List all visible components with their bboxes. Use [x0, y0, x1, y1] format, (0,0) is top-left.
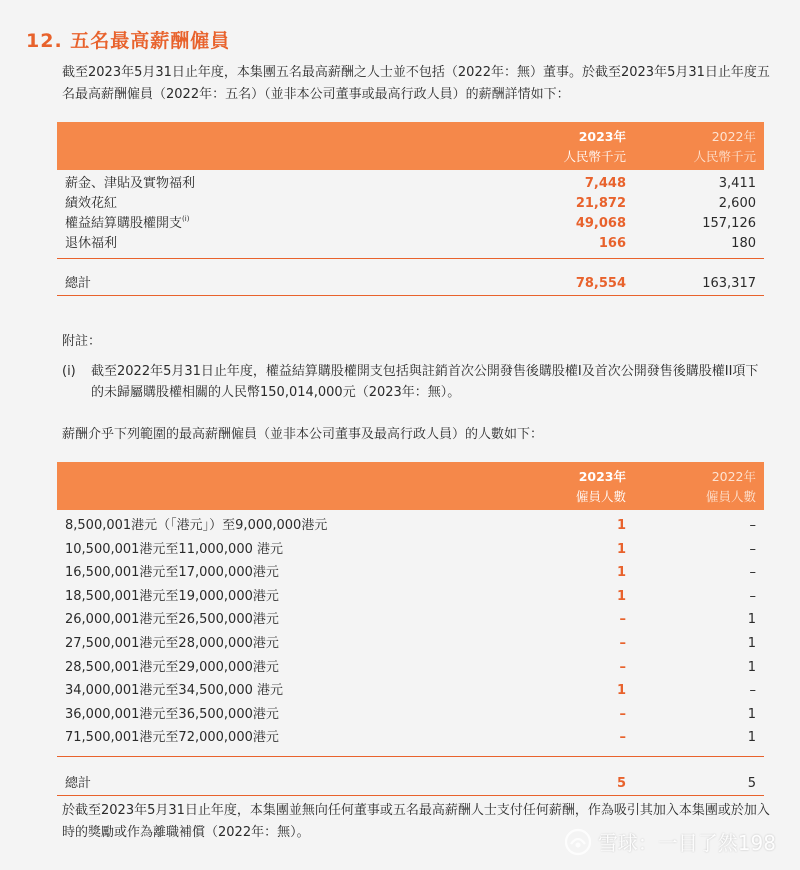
table-row — [57, 679, 764, 703]
row-current-value: 1 — [616, 518, 626, 533]
row-current-value: 1 — [616, 683, 626, 699]
row-label: 34,000,001港元至34,500,000 港元 — [65, 683, 283, 699]
row-current-value: 7,448 — [584, 176, 626, 191]
remuneration-table-header — [57, 122, 764, 170]
remuneration-table — [57, 122, 764, 296]
snowball-logo-icon — [564, 828, 592, 856]
row-prior-value: – — [749, 565, 756, 581]
header-prior-unit: 人民幣千元 — [693, 149, 756, 164]
row-prior-value: 1 — [747, 706, 756, 722]
row-current-value: – — [619, 706, 626, 722]
watermark — [564, 827, 776, 856]
row-current-value: 1 — [616, 565, 626, 581]
table-row — [57, 514, 764, 538]
footer-paragraph: 於截至2023年5月31日止年度，本集團並無向任何董事或五名最高薪酬人士支付任何薪酬，作為吸引其加入本集團或於加入時的獎勵或作為離職補償（2022年：無）。 — [62, 803, 770, 840]
header-current-unit: 僱員人數 — [575, 489, 626, 504]
employee-band-table-header — [57, 462, 764, 510]
row-prior-value: – — [749, 518, 756, 533]
table-row — [57, 234, 764, 254]
row-label: 71,500,001港元至72,000,000港元 — [65, 730, 279, 746]
row-prior-value: – — [749, 683, 756, 699]
row-label: 薪金、津貼及實物福利 — [65, 176, 196, 191]
total-row — [57, 273, 764, 295]
row-prior-value: – — [749, 541, 756, 557]
row-label: 權益結算購股權開支$^{(i)}$ — [65, 215, 190, 231]
row-prior-value: 1 — [747, 659, 756, 675]
header-prior-year: 2022年 — [711, 129, 756, 144]
table-row — [57, 726, 764, 750]
total-current-value: 5 — [616, 775, 626, 791]
header-prior-year: 2022年 — [711, 469, 756, 484]
divider — [57, 795, 764, 796]
row-label: 16,500,001港元至17,000,000港元 — [65, 565, 279, 581]
footnote-marker: (i) — [182, 215, 190, 223]
row-label: 8,500,001港元（「港元」）至9,000,000港元 — [65, 518, 328, 533]
header-prior-unit: 僱員人數 — [705, 489, 756, 504]
row-label: 26,000,001港元至26,500,000港元 — [65, 612, 279, 628]
row-label: 10,500,001港元至11,000,000 港元 — [65, 541, 283, 557]
row-label: 退休福利 — [65, 236, 118, 251]
employee-band-table — [57, 462, 764, 796]
row-label: 28,500,001港元至29,000,000港元 — [65, 659, 279, 675]
row-prior-value: 1 — [747, 635, 756, 651]
row-label: 績效花紅 — [65, 196, 118, 211]
row-current-value: – — [619, 635, 626, 651]
band-intro-paragraph: 薪酬介乎下列範圍的最高薪酬僱員（並非本公司董事及最高行政人員）的人數如下： — [62, 427, 544, 442]
row-label: 27,500,001港元至28,000,000港元 — [65, 635, 279, 651]
table-row — [57, 214, 764, 234]
total-prior-value: 5 — [747, 775, 756, 791]
table-row — [57, 632, 764, 656]
table-row — [57, 174, 764, 194]
total-row — [57, 773, 764, 795]
row-prior-value: 1 — [747, 612, 756, 628]
note-heading: 附註： — [62, 334, 102, 349]
row-current-value: 166 — [598, 236, 626, 251]
note-text: 截至2022年5月31日止年度，權益結算購股權開支包括與註銷首次公開發售後購股權I及首次公開發售後購股權II項下的未歸屬購股權相關的人民幣150,014,000元（2023年：無）。 — [91, 364, 759, 400]
row-prior-value: 180 — [731, 236, 756, 251]
table-row — [57, 194, 764, 214]
table-row — [57, 703, 764, 727]
row-label: 18,500,001港元至19,000,000港元 — [65, 588, 279, 604]
table-row — [57, 585, 764, 609]
total-label: 總計 — [65, 276, 92, 291]
row-prior-value: 1 — [747, 730, 756, 746]
watermark-text: 雪球：一目了然198 — [597, 831, 776, 855]
section-title: 12. 五名最高薪酬僱員 — [26, 30, 231, 52]
row-prior-value: 3,411 — [718, 176, 756, 191]
table-row — [57, 656, 764, 680]
row-label: 36,000,001港元至36,500,000港元 — [65, 706, 279, 722]
table-row — [57, 538, 764, 562]
total-prior-value: 163,317 — [702, 276, 756, 291]
divider — [57, 295, 764, 296]
header-current-year: 2023年 — [578, 469, 626, 484]
note-tag: (i) — [62, 364, 76, 379]
row-current-value: – — [619, 730, 626, 746]
total-current-value: 78,554 — [575, 276, 626, 291]
row-current-value: 1 — [616, 588, 626, 604]
row-current-value: – — [619, 659, 626, 675]
row-prior-value: 157,126 — [702, 216, 756, 231]
total-label: 總計 — [65, 775, 92, 791]
intro-paragraph: 截至2023年5月31日止年度，本集團五名最高薪酬之人士並不包括（2022年：無）董事。於截至2023年5月31日止年度五名最高薪酬僱員（2022年：五名）（並非本公司董事或最高行政人員）的薪酬詳情如下： — [62, 65, 770, 102]
row-prior-value: 2,600 — [718, 196, 756, 211]
row-current-value: – — [619, 612, 626, 628]
row-prior-value: – — [749, 588, 756, 604]
header-current-unit: 人民幣千元 — [563, 149, 626, 164]
header-current-year: 2023年 — [578, 129, 626, 144]
table-row — [57, 561, 764, 585]
table-row — [57, 608, 764, 632]
row-current-value: 49,068 — [575, 216, 626, 231]
row-current-value: 1 — [616, 541, 626, 557]
row-current-value: 21,872 — [575, 196, 626, 211]
